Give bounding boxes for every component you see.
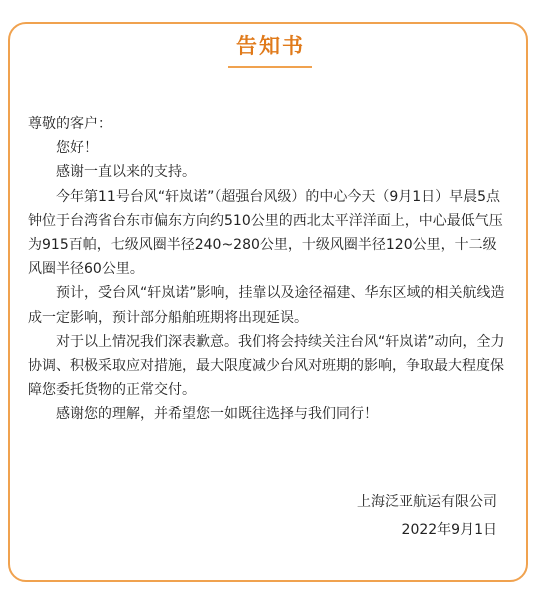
signature-company: 上海泛亚航运有限公司: [357, 494, 497, 510]
paragraph-thanks: 感谢一直以来的支持。: [56, 164, 196, 181]
paragraph-typhoon-info: 今年第11号台风“轩岚诺”（超强台风级）的中心今天（9月1日）早晨5点钟位于台湾省台东市偏东方向约510公里的西北太平洋洋面上，中心最低气压为915百帕，七级风圈半径240~280公里，十级风圈半径120公里，十二级风圈半径60公里。: [28, 188, 503, 278]
signature-block: [357, 488, 497, 544]
paragraph-closing: 感谢您的理解，并希望您一如既往选择与我们同行！: [56, 406, 378, 423]
paragraph-greeting: 您好！: [56, 140, 98, 157]
salutation: 尊敬的客户：: [28, 116, 112, 132]
notice-title: 告知书: [236, 34, 305, 58]
paragraph-impact: 预计，受台风“轩岚诺”影响，挂靠以及途径福建、华东区域的相关航线造成一定影响，预计部分船舶班期将出现延误。: [28, 285, 505, 326]
title-underline: [228, 66, 312, 68]
paragraph-apology: 对于以上情况我们深表歉意。我们将会持续关注台风“轩岚诺”动向，全力协调、积极采取应对措施，最大限度减少台风对班期的影响，争取最大程度保障您委托货物的正常交付。: [28, 333, 505, 399]
notice-body: [28, 112, 508, 427]
signature-date: 2022年9月1日: [401, 522, 497, 538]
